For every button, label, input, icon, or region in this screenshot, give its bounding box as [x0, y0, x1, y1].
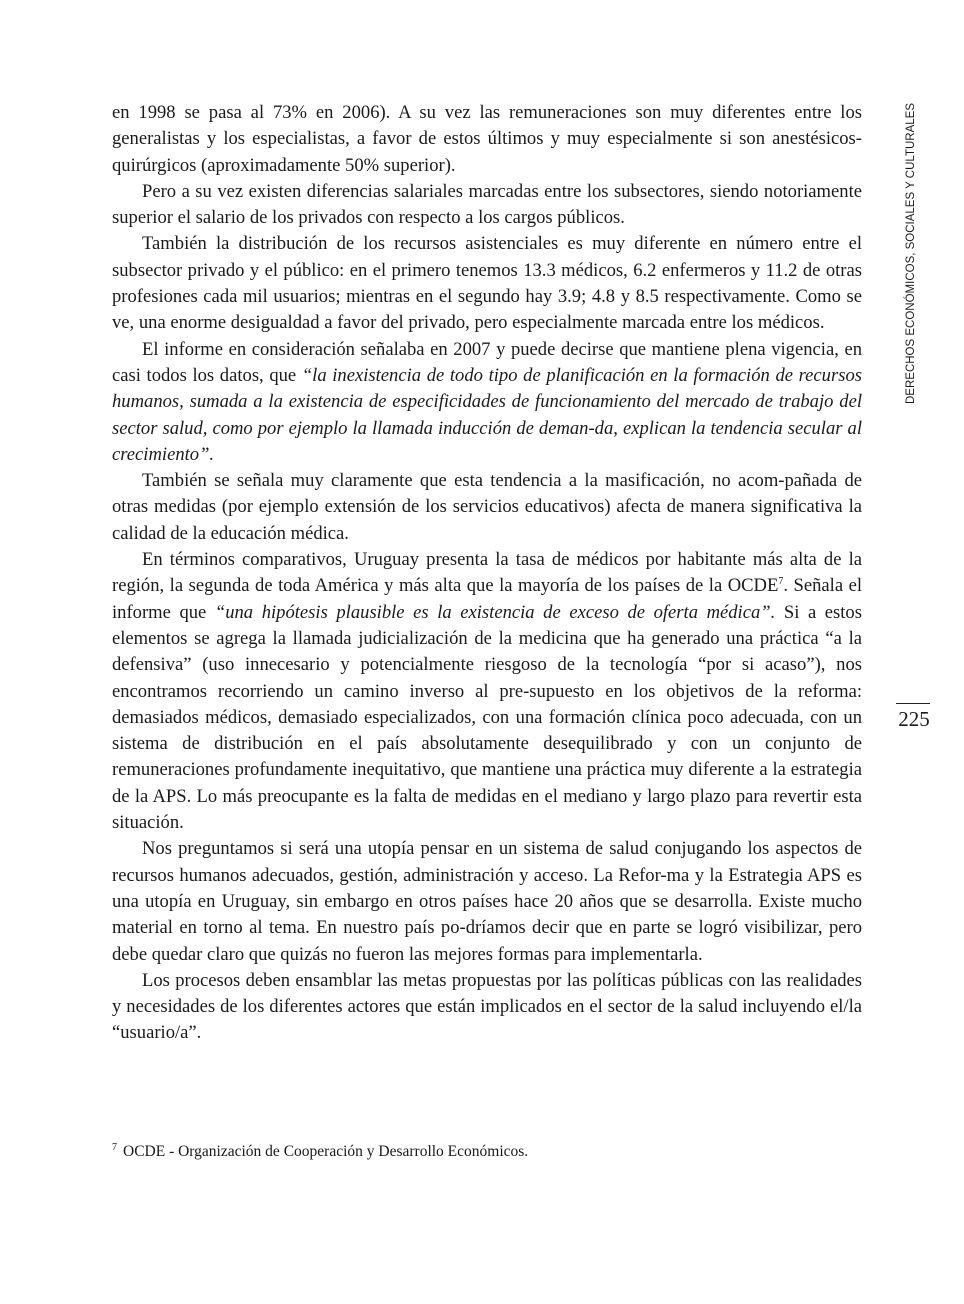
- paragraph-text: Si a estos elementos se agrega la llamada judicialización de la medicina que ha generado una práctica “a la defensiva” (uso innecesario y potencialmente riesgoso de la tecnología “por si acaso”), nos encontramos recorriendo un camino inverso al pre-supuesto en los objetivos de la reforma: demasiados médicos, demasiado especializados, con una formación clínica poco adecuada, con un sistema de distribución en el país absolutamente desequilibrado y con un conjunto de remuneraciones profundamente inequitativo, que mantiene una práctica muy diferente a la estrategia de la APS. Lo más preocupante es la falta de medidas en el mediano y largo plazo para revertir esta situación.: [112, 601, 862, 834]
- paragraph-text: El informe en consideración señalaba en 2007 y puede decirse que mantiene plena vigencia, en casi todos los datos, que: [112, 338, 862, 386]
- paragraph: Pero a su vez existen diferencias salariales marcadas entre los subsectores, siendo notoriamente superior el salario de los privados con respecto a los cargos públicos.: [112, 180, 862, 229]
- page-number: 225: [898, 707, 930, 731]
- paragraph: Los procesos deben ensamblar las metas propuestas por las políticas públicas con las realidades y necesidades de los diferentes actores que están implicados en el sector de la salud incluyendo el/la “usuario/a”.: [112, 969, 862, 1044]
- footnote: [112, 1138, 862, 1162]
- paragraph: También la distribución de los recursos asistenciales es muy diferente en número entre el subsector privado y el público: en el primero tenemos 13.3 médicos, 6.2 enfermeros y 11.2 de otras profesiones cada mil usuarios; mientras en el segundo hay 3.9; 4.8 y 8.5 respectivamente. Como se ve, una enorme desigualdad a favor del privado, pero especialmente marcada entre los médicos.: [112, 233, 862, 334]
- paragraph-text: En términos comparativos, Uruguay presenta la tasa de médicos por habitante más alta de la región, la segunda de toda América y más alta que la mayoría de los países de la OCDE: [112, 549, 862, 597]
- paragraph: También se señala muy claramente que esta tendencia a la masificación, no acom-pañada de otras medidas (por ejemplo extensión de los servicios educativos) afecta de manera significativa la calidad de la educación médica.: [112, 470, 862, 544]
- paragraph: [112, 337, 862, 468]
- quotation: “una hipótesis plausible es la existencia de exceso de oferta médica”.: [214, 601, 776, 623]
- body-text: [112, 100, 862, 1047]
- paragraph-text: . Señala el informe que: [112, 575, 863, 623]
- footnote-number: 7: [112, 1142, 117, 1153]
- paragraph: Nos preguntamos si será una utopía pensar en un sistema de salud conjugando los aspectos de recursos humanos adecuados, gestión, administración y acceso. La Refor-ma y la Estrategia APS es una utopía en Uruguay, sin embargo en otros países hace 20 años que se desarrolla. Existe mucho material en torno al tema. En nuestro país po-dríamos decir que en parte se logró visibilizar, pero debe quedar claro que quizás no fueron las mejores formas para implementarla.: [112, 838, 862, 965]
- running-head: DERECHOS ECONÓMICOS, SOCIALES Y CULTURALES: [905, 103, 917, 404]
- footnote-reference: 7: [778, 576, 784, 588]
- paragraph: en 1998 se pasa al 73% en 2006). A su vez las remuneraciones son muy diferentes entre los generalistas y los especialistas, a favor de estos últimos y muy especialmente si son anestésicos-quirúrgicos (aproximadamente 50% superior).: [112, 102, 862, 176]
- footnote-text: OCDE - Organización de Cooperación y Desarrollo Económicos.: [123, 1143, 529, 1161]
- page-number-rule: [896, 703, 930, 704]
- quotation: “la inexistencia de todo tipo de planificación en la formación de recursos humanos, sumada a la existencia de especificidades de funcionamiento del mercado de trabajo del sector salud, como por ejemplo la llamada inducción de deman-da, explican la tendencia secular al crecimiento”.: [112, 364, 862, 465]
- paragraph: [112, 547, 862, 836]
